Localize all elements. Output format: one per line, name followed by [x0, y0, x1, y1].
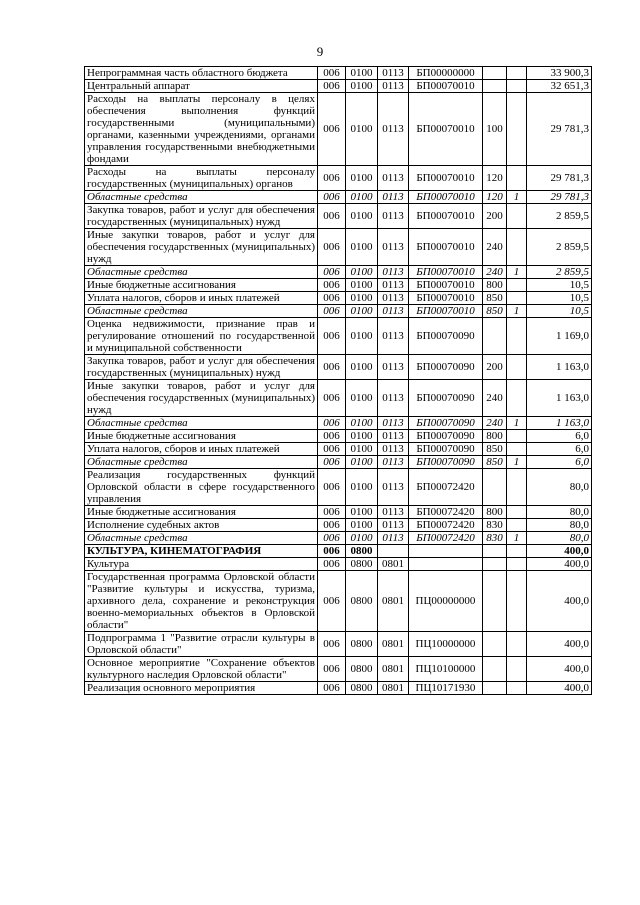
- target-article-code: БП00070090: [409, 417, 483, 430]
- amount: 1 163,0: [527, 380, 592, 417]
- row-name: Основное мероприятие "Сохранение объектов культурного наследия Орловской области": [85, 657, 318, 682]
- subsection-code: 0113: [378, 355, 409, 380]
- expense-type-code: [483, 545, 507, 558]
- table-row: [85, 355, 592, 380]
- target-article-code: БП00070090: [409, 355, 483, 380]
- section-code: 0800: [346, 571, 378, 632]
- amount: 33 900,3: [527, 67, 592, 80]
- funding-source-code: [507, 380, 527, 417]
- table-row: [85, 682, 592, 695]
- target-article-code: БП00070010: [409, 93, 483, 166]
- target-article-code: БП00070010: [409, 292, 483, 305]
- ministry-code: 006: [318, 506, 346, 519]
- row-name: Исполнение судебных актов: [85, 519, 318, 532]
- table-row: [85, 191, 592, 204]
- ministry-code: 006: [318, 355, 346, 380]
- target-article-code: ПЦ00000000: [409, 571, 483, 632]
- expense-type-code: [483, 632, 507, 657]
- section-code: 0100: [346, 191, 378, 204]
- amount: 6,0: [527, 430, 592, 443]
- amount: 80,0: [527, 532, 592, 545]
- ministry-code: 006: [318, 657, 346, 682]
- subsection-code: 0113: [378, 532, 409, 545]
- expense-type-code: 120: [483, 166, 507, 191]
- subsection-code: 0113: [378, 292, 409, 305]
- funding-source-code: 1: [507, 191, 527, 204]
- ministry-code: 006: [318, 417, 346, 430]
- subsection-code: 0801: [378, 657, 409, 682]
- ministry-code: 006: [318, 456, 346, 469]
- amount: 400,0: [527, 632, 592, 657]
- expense-type-code: [483, 318, 507, 355]
- funding-source-code: [507, 166, 527, 191]
- amount: 1 169,0: [527, 318, 592, 355]
- row-name: Уплата налогов, сборов и иных платежей: [85, 292, 318, 305]
- target-article-code: БП00070010: [409, 166, 483, 191]
- subsection-code: 0113: [378, 430, 409, 443]
- row-name: Государственная программа Орловской области "Развитие культуры и искусства, туризма, архивного дела, сохранение и реконструкция военно-мемориальных объектов в Орловской области": [85, 571, 318, 632]
- section-code: 0100: [346, 266, 378, 279]
- row-name: Закупка товаров, работ и услуг для обеспечения государственных (муниципальных) нужд: [85, 355, 318, 380]
- expense-type-code: [483, 80, 507, 93]
- amount: 2 859,5: [527, 266, 592, 279]
- row-name: Иные бюджетные ассигнования: [85, 506, 318, 519]
- subsection-code: 0113: [378, 417, 409, 430]
- target-article-code: БП00070010: [409, 266, 483, 279]
- section-code: 0100: [346, 318, 378, 355]
- amount: 1 163,0: [527, 355, 592, 380]
- target-article-code: БП00070010: [409, 305, 483, 318]
- table-row: [85, 305, 592, 318]
- target-article-code: БП00070010: [409, 204, 483, 229]
- row-name: Центральный аппарат: [85, 80, 318, 93]
- section-code: 0100: [346, 519, 378, 532]
- ministry-code: 006: [318, 279, 346, 292]
- ministry-code: 006: [318, 318, 346, 355]
- section-code: 0100: [346, 279, 378, 292]
- amount: 29 781,3: [527, 93, 592, 166]
- funding-source-code: [507, 204, 527, 229]
- section-code: 0100: [346, 204, 378, 229]
- section-code: 0100: [346, 417, 378, 430]
- ministry-code: 006: [318, 166, 346, 191]
- subsection-code: 0113: [378, 443, 409, 456]
- funding-source-code: [507, 545, 527, 558]
- subsection-code: 0113: [378, 229, 409, 266]
- row-name: Непрограммная часть областного бюджета: [85, 67, 318, 80]
- subsection-code: 0113: [378, 519, 409, 532]
- target-article-code: БП00070090: [409, 318, 483, 355]
- target-article-code: БП00070090: [409, 443, 483, 456]
- row-name: Расходы на выплаты персоналу в целях обеспечения выполнения функций государственными (муниципальными) органами, казенными учреждениями, органами управления государственными внебюджетными фондами: [85, 93, 318, 166]
- ministry-code: 006: [318, 430, 346, 443]
- expense-type-code: [483, 67, 507, 80]
- target-article-code: БП00000000: [409, 67, 483, 80]
- page-number: 9: [316, 44, 324, 59]
- subsection-code: 0801: [378, 682, 409, 695]
- target-article-code: ПЦ10171930: [409, 682, 483, 695]
- section-code: 0100: [346, 80, 378, 93]
- table-row: [85, 266, 592, 279]
- ministry-code: 006: [318, 305, 346, 318]
- ministry-code: 006: [318, 571, 346, 632]
- table-row: [85, 571, 592, 632]
- expense-type-code: 200: [483, 355, 507, 380]
- table-row: [85, 506, 592, 519]
- expense-type-code: 850: [483, 305, 507, 318]
- ministry-code: 006: [318, 632, 346, 657]
- row-name: Реализация основного мероприятия: [85, 682, 318, 695]
- section-code: 0800: [346, 632, 378, 657]
- section-code: 0100: [346, 305, 378, 318]
- funding-source-code: [507, 558, 527, 571]
- funding-source-code: [507, 519, 527, 532]
- table-row: [85, 657, 592, 682]
- target-article-code: БП00070090: [409, 380, 483, 417]
- target-article-code: БП00072420: [409, 519, 483, 532]
- section-code: 0100: [346, 67, 378, 80]
- expense-type-code: 240: [483, 380, 507, 417]
- section-code: 0100: [346, 532, 378, 545]
- amount: 400,0: [527, 545, 592, 558]
- row-name: Подпрограмма 1 "Развитие отрасли культуры в Орловской области": [85, 632, 318, 657]
- row-name: Культура: [85, 558, 318, 571]
- target-article-code: [409, 545, 483, 558]
- expense-type-code: 100: [483, 93, 507, 166]
- ministry-code: 006: [318, 545, 346, 558]
- expense-type-code: 850: [483, 443, 507, 456]
- table-row: [85, 279, 592, 292]
- row-name: Уплата налогов, сборов и иных платежей: [85, 443, 318, 456]
- row-name: Областные средства: [85, 532, 318, 545]
- table-row: [85, 417, 592, 430]
- expense-type-code: [483, 558, 507, 571]
- ministry-code: 006: [318, 67, 346, 80]
- row-name: Областные средства: [85, 417, 318, 430]
- subsection-code: 0113: [378, 80, 409, 93]
- amount: 80,0: [527, 469, 592, 506]
- target-article-code: БП00072420: [409, 532, 483, 545]
- table-row: [85, 67, 592, 80]
- row-name: Иные закупки товаров, работ и услуг для обеспечения государственных (муниципальных) нужд: [85, 229, 318, 266]
- amount: 400,0: [527, 571, 592, 632]
- funding-source-code: [507, 355, 527, 380]
- ministry-code: 006: [318, 191, 346, 204]
- section-code: 0100: [346, 456, 378, 469]
- row-name: Областные средства: [85, 456, 318, 469]
- target-article-code: ПЦ10000000: [409, 632, 483, 657]
- ministry-code: 006: [318, 380, 346, 417]
- budget-table-body: [85, 67, 592, 695]
- table-row: [85, 229, 592, 266]
- expense-type-code: [483, 571, 507, 632]
- subsection-code: 0801: [378, 632, 409, 657]
- ministry-code: 006: [318, 519, 346, 532]
- ministry-code: 006: [318, 93, 346, 166]
- funding-source-code: [507, 67, 527, 80]
- table-row: [85, 456, 592, 469]
- section-code: 0800: [346, 657, 378, 682]
- funding-source-code: [507, 506, 527, 519]
- amount: 80,0: [527, 519, 592, 532]
- subsection-code: 0113: [378, 204, 409, 229]
- amount: 400,0: [527, 657, 592, 682]
- table-row: [85, 93, 592, 166]
- row-name: Областные средства: [85, 305, 318, 318]
- expense-type-code: [483, 682, 507, 695]
- section-code: 0100: [346, 506, 378, 519]
- table-row: [85, 558, 592, 571]
- table-row: [85, 166, 592, 191]
- row-name: Областные средства: [85, 266, 318, 279]
- section-code: 0100: [346, 355, 378, 380]
- ministry-code: 006: [318, 682, 346, 695]
- expense-type-code: 830: [483, 519, 507, 532]
- subsection-code: [378, 545, 409, 558]
- funding-source-code: [507, 279, 527, 292]
- ministry-code: 006: [318, 532, 346, 545]
- amount: 400,0: [527, 558, 592, 571]
- target-article-code: БП00072420: [409, 469, 483, 506]
- subsection-code: 0113: [378, 380, 409, 417]
- target-article-code: [409, 558, 483, 571]
- amount: 10,5: [527, 292, 592, 305]
- amount: 400,0: [527, 682, 592, 695]
- section-code: 0100: [346, 292, 378, 305]
- table-row: [85, 532, 592, 545]
- subsection-code: 0113: [378, 93, 409, 166]
- section-code: 0100: [346, 430, 378, 443]
- amount: 6,0: [527, 456, 592, 469]
- target-article-code: БП00070010: [409, 229, 483, 266]
- table-row: [85, 519, 592, 532]
- funding-source-code: [507, 682, 527, 695]
- row-name: КУЛЬТУРА, КИНЕМАТОГРАФИЯ: [85, 545, 318, 558]
- target-article-code: ПЦ10100000: [409, 657, 483, 682]
- table-row: [85, 292, 592, 305]
- section-code: 0100: [346, 166, 378, 191]
- ministry-code: 006: [318, 229, 346, 266]
- subsection-code: 0113: [378, 469, 409, 506]
- table-row: [85, 545, 592, 558]
- target-article-code: БП00070090: [409, 456, 483, 469]
- expense-type-code: 850: [483, 456, 507, 469]
- row-name: Расходы на выплаты персоналу государственных (муниципальных) органов: [85, 166, 318, 191]
- amount: 2 859,5: [527, 204, 592, 229]
- funding-source-code: [507, 93, 527, 166]
- ministry-code: 006: [318, 558, 346, 571]
- funding-source-code: [507, 318, 527, 355]
- target-article-code: БП00072420: [409, 506, 483, 519]
- amount: 6,0: [527, 443, 592, 456]
- expense-type-code: 240: [483, 229, 507, 266]
- amount: 29 781,3: [527, 166, 592, 191]
- subsection-code: 0113: [378, 191, 409, 204]
- section-code: 0800: [346, 545, 378, 558]
- funding-source-code: 1: [507, 417, 527, 430]
- table-row: [85, 380, 592, 417]
- row-name: Областные средства: [85, 191, 318, 204]
- expense-type-code: 850: [483, 292, 507, 305]
- row-name: Реализация государственных функций Орловской области в сфере государственного управления: [85, 469, 318, 506]
- funding-source-code: [507, 229, 527, 266]
- funding-source-code: 1: [507, 266, 527, 279]
- row-name: Иные бюджетные ассигнования: [85, 279, 318, 292]
- funding-source-code: [507, 632, 527, 657]
- row-name: Иные бюджетные ассигнования: [85, 430, 318, 443]
- ministry-code: 006: [318, 204, 346, 229]
- funding-source-code: [507, 80, 527, 93]
- ministry-code: 006: [318, 80, 346, 93]
- budget-table: [84, 66, 592, 695]
- section-code: 0100: [346, 469, 378, 506]
- table-row: [85, 443, 592, 456]
- expense-type-code: 120: [483, 191, 507, 204]
- ministry-code: 006: [318, 443, 346, 456]
- funding-source-code: [507, 469, 527, 506]
- row-name: Оценка недвижимости, признание прав и регулирование отношений по государственной и муниципальной собственности: [85, 318, 318, 355]
- section-code: 0800: [346, 558, 378, 571]
- expense-type-code: 200: [483, 204, 507, 229]
- amount: 2 859,5: [527, 229, 592, 266]
- subsection-code: 0113: [378, 506, 409, 519]
- funding-source-code: 1: [507, 532, 527, 545]
- subsection-code: 0113: [378, 266, 409, 279]
- subsection-code: 0113: [378, 166, 409, 191]
- funding-source-code: [507, 430, 527, 443]
- funding-source-code: [507, 443, 527, 456]
- subsection-code: 0113: [378, 305, 409, 318]
- expense-type-code: 800: [483, 506, 507, 519]
- target-article-code: БП00070010: [409, 279, 483, 292]
- funding-source-code: 1: [507, 305, 527, 318]
- target-article-code: БП00070010: [409, 80, 483, 93]
- amount: 32 651,3: [527, 80, 592, 93]
- table-row: [85, 430, 592, 443]
- ministry-code: 006: [318, 469, 346, 506]
- expense-type-code: [483, 657, 507, 682]
- section-code: 0100: [346, 93, 378, 166]
- table-row: [85, 80, 592, 93]
- ministry-code: 006: [318, 266, 346, 279]
- expense-type-code: 800: [483, 430, 507, 443]
- section-code: 0100: [346, 380, 378, 417]
- table-row: [85, 318, 592, 355]
- amount: 1 163,0: [527, 417, 592, 430]
- expense-type-code: 240: [483, 417, 507, 430]
- subsection-code: 0801: [378, 571, 409, 632]
- row-name: Закупка товаров, работ и услуг для обеспечения государственных (муниципальных) нужд: [85, 204, 318, 229]
- expense-type-code: 800: [483, 279, 507, 292]
- expense-type-code: 240: [483, 266, 507, 279]
- subsection-code: 0113: [378, 67, 409, 80]
- target-article-code: БП00070090: [409, 430, 483, 443]
- funding-source-code: [507, 657, 527, 682]
- target-article-code: БП00070010: [409, 191, 483, 204]
- section-code: 0800: [346, 682, 378, 695]
- section-code: 0100: [346, 443, 378, 456]
- section-code: 0100: [346, 229, 378, 266]
- subsection-code: 0113: [378, 456, 409, 469]
- subsection-code: 0113: [378, 279, 409, 292]
- amount: 10,5: [527, 279, 592, 292]
- amount: 29 781,3: [527, 191, 592, 204]
- expense-type-code: [483, 469, 507, 506]
- table-row: [85, 204, 592, 229]
- expense-type-code: 830: [483, 532, 507, 545]
- funding-source-code: [507, 292, 527, 305]
- table-row: [85, 469, 592, 506]
- ministry-code: 006: [318, 292, 346, 305]
- subsection-code: 0113: [378, 318, 409, 355]
- row-name: Иные закупки товаров, работ и услуг для обеспечения государственных (муниципальных) нужд: [85, 380, 318, 417]
- funding-source-code: [507, 571, 527, 632]
- table-row: [85, 632, 592, 657]
- amount: 80,0: [527, 506, 592, 519]
- subsection-code: 0801: [378, 558, 409, 571]
- funding-source-code: 1: [507, 456, 527, 469]
- amount: 10,5: [527, 305, 592, 318]
